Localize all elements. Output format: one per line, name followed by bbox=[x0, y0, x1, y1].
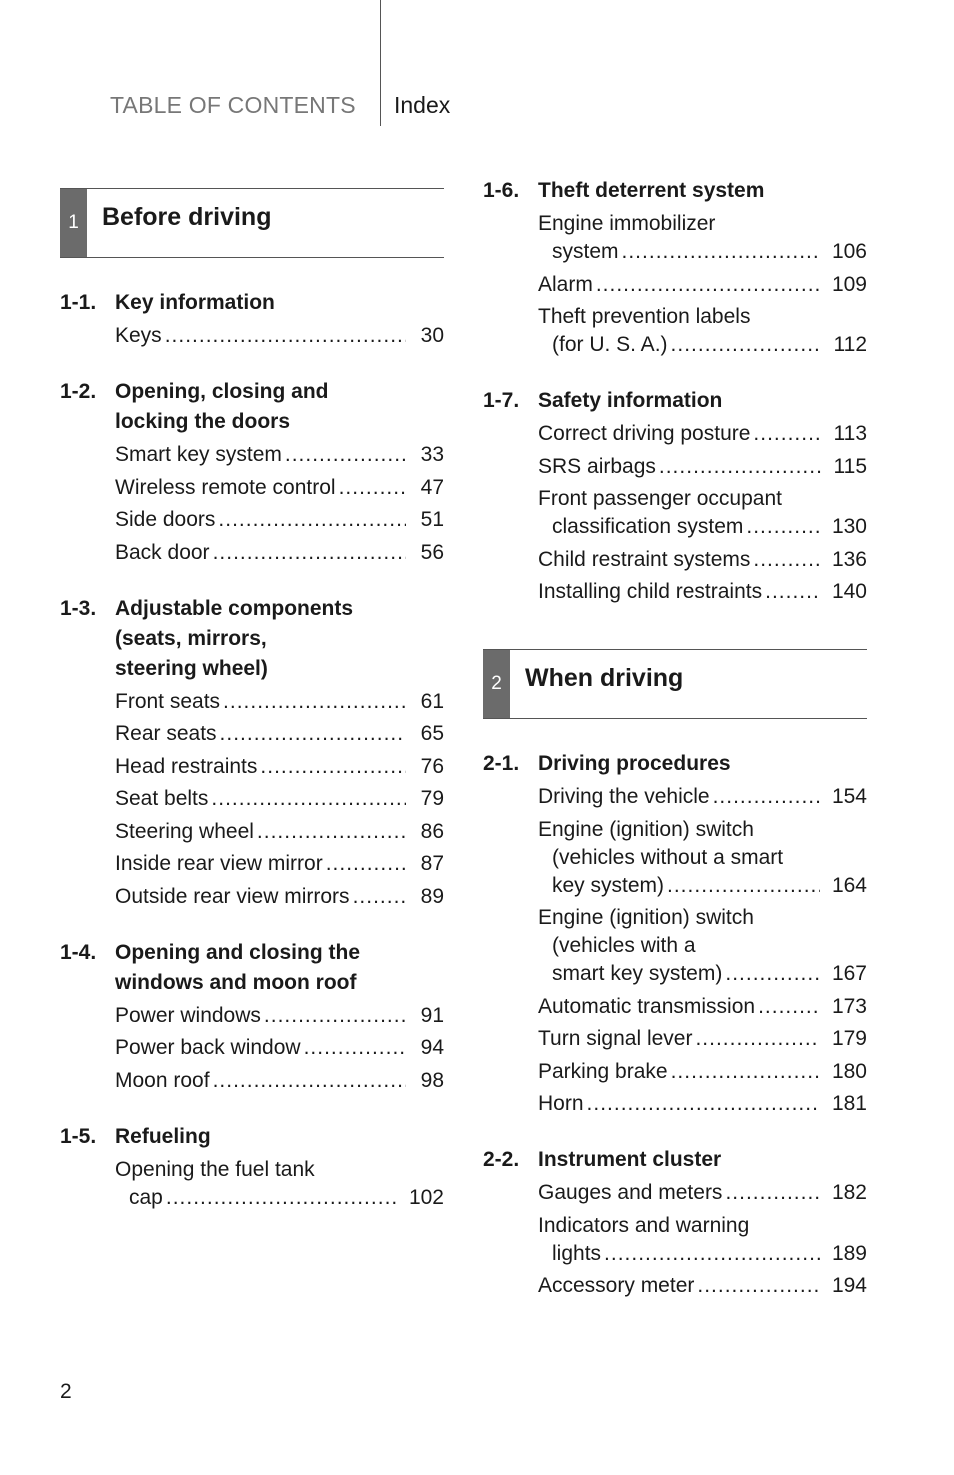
section-title-line: Safety information bbox=[538, 389, 723, 412]
entry-title: Smart key system bbox=[115, 443, 282, 466]
entry-page-number: 115 bbox=[833, 454, 867, 478]
section-number: 1-7. bbox=[483, 389, 520, 412]
dot-leader bbox=[213, 539, 406, 567]
toc-entry[interactable] bbox=[60, 720, 444, 748]
section-number: 1-2. bbox=[60, 380, 97, 403]
entry-row bbox=[115, 539, 444, 567]
entry-title: Alarm bbox=[538, 272, 593, 296]
entry-page-number: 167 bbox=[831, 962, 867, 985]
entry-title: Gauges and meters bbox=[538, 1181, 723, 1204]
dot-leader bbox=[758, 993, 820, 1021]
dot-leader bbox=[220, 720, 406, 748]
entry-page-number: 94 bbox=[420, 1036, 444, 1059]
entry-row bbox=[115, 322, 444, 350]
toc-entry[interactable] bbox=[60, 322, 444, 350]
toc-entry[interactable] bbox=[60, 753, 444, 781]
section-title-line: Adjustable components bbox=[115, 596, 354, 620]
chapter-title: Before driving bbox=[102, 203, 272, 231]
entry-row bbox=[538, 960, 867, 988]
page-number: 2 bbox=[60, 1380, 72, 1403]
toc-entry[interactable] bbox=[483, 816, 867, 900]
entry-page-number: 113 bbox=[833, 422, 867, 445]
entry-row bbox=[115, 753, 444, 781]
dot-leader bbox=[604, 1240, 820, 1268]
section-heading bbox=[60, 1122, 444, 1152]
entry-title: Seat belts bbox=[115, 787, 209, 810]
section-title-line: Opening, closing and bbox=[115, 380, 329, 403]
toc-column-right bbox=[483, 176, 867, 1327]
section-title-line: (seats, mirrors, bbox=[115, 626, 267, 650]
dot-leader bbox=[596, 271, 820, 299]
toc-section bbox=[60, 938, 444, 1095]
toc-entry[interactable] bbox=[60, 785, 444, 813]
entry-row bbox=[538, 513, 867, 541]
section-title-line: Theft deterrent system bbox=[538, 179, 765, 202]
entry-page-number: 181 bbox=[831, 1092, 867, 1115]
toc-entry[interactable] bbox=[483, 993, 867, 1021]
entry-title: Power windows bbox=[115, 1003, 261, 1027]
entry-page-number: 91 bbox=[420, 1003, 444, 1027]
toc-section bbox=[483, 176, 867, 359]
toc-entry[interactable] bbox=[483, 904, 867, 988]
dot-leader bbox=[671, 1058, 820, 1086]
dot-leader bbox=[746, 513, 820, 541]
tab-index[interactable]: Index bbox=[394, 92, 451, 118]
entry-row bbox=[538, 1090, 867, 1118]
entry-row bbox=[115, 850, 444, 878]
toc-section bbox=[60, 1122, 444, 1212]
toc-section bbox=[60, 377, 444, 567]
entry-title: Power back window bbox=[115, 1036, 301, 1059]
entry-page-number: 65 bbox=[420, 722, 444, 745]
toc-entry[interactable] bbox=[483, 578, 867, 606]
entry-text-line: (vehicles without a smart bbox=[552, 845, 784, 869]
entry-title: Child restraint systems bbox=[538, 547, 751, 571]
entry-page-number: 98 bbox=[420, 1068, 444, 1092]
entry-title: Rear seats bbox=[115, 722, 217, 745]
toc-entry[interactable] bbox=[483, 1212, 867, 1268]
entry-title: SRS airbags bbox=[538, 454, 656, 478]
dot-leader bbox=[213, 1067, 406, 1095]
dot-leader bbox=[326, 850, 406, 878]
dot-leader bbox=[285, 441, 406, 469]
toc-section bbox=[483, 749, 867, 1118]
toc-entry[interactable] bbox=[483, 485, 867, 541]
toc-section bbox=[483, 386, 867, 606]
entry-page-number: 56 bbox=[420, 540, 444, 564]
entry-row bbox=[538, 420, 867, 448]
entry-list bbox=[483, 783, 867, 1118]
entry-title: Front seats bbox=[115, 689, 221, 713]
entry-title: Steering wheel bbox=[115, 819, 254, 843]
dot-leader bbox=[667, 872, 820, 900]
dot-leader bbox=[260, 753, 406, 781]
toc-entry[interactable] bbox=[483, 783, 867, 811]
toc-entry[interactable] bbox=[60, 1156, 444, 1212]
toc-entry[interactable] bbox=[483, 1179, 867, 1207]
entry-title: Parking brake bbox=[538, 1059, 668, 1083]
entry-row bbox=[115, 688, 444, 716]
entry-title: Automatic transmission bbox=[538, 994, 756, 1018]
section-title-line: Opening and closing the bbox=[115, 940, 361, 964]
entry-list bbox=[60, 1156, 444, 1212]
toc-entry[interactable] bbox=[483, 210, 867, 266]
entry-page-number: 112 bbox=[833, 333, 867, 356]
entry-row bbox=[115, 1034, 444, 1062]
entry-text-line: Indicators and warning bbox=[538, 1213, 750, 1237]
entry-page-number: 61 bbox=[420, 689, 444, 713]
dot-leader bbox=[753, 546, 820, 574]
entry-list bbox=[483, 420, 867, 606]
section-number: 1-4. bbox=[60, 940, 97, 964]
toc-entry[interactable] bbox=[483, 1090, 867, 1118]
entry-page-number: 106 bbox=[831, 240, 867, 263]
entry-title: key system) bbox=[552, 873, 665, 897]
tab-table-of-contents[interactable]: TABLE OF CONTENTS bbox=[110, 92, 356, 118]
section-number: 1-6. bbox=[483, 179, 520, 202]
entry-list bbox=[483, 210, 867, 359]
toc-entry[interactable] bbox=[483, 303, 867, 359]
toc-entry[interactable] bbox=[60, 1034, 444, 1062]
entry-row bbox=[538, 1025, 867, 1053]
entry-list bbox=[483, 1179, 867, 1300]
entry-text-line: Front passenger occupant bbox=[538, 487, 782, 510]
chapter-number: 2 bbox=[483, 650, 510, 718]
dot-leader bbox=[671, 331, 822, 359]
section-title-line: steering wheel) bbox=[115, 656, 268, 680]
section-number: 1-3. bbox=[60, 596, 97, 620]
section-number: 1-5. bbox=[60, 1124, 97, 1148]
entry-row bbox=[538, 546, 867, 574]
section-title-line: Key information bbox=[115, 291, 275, 314]
chapter-title: When driving bbox=[525, 664, 684, 692]
section-number: 2-2. bbox=[483, 1148, 520, 1171]
entry-text-line: Engine (ignition) switch bbox=[538, 817, 754, 841]
entry-row bbox=[538, 331, 867, 359]
chapter-header bbox=[483, 649, 867, 719]
entry-text-line: (vehicles with a bbox=[552, 934, 696, 957]
entry-list bbox=[60, 688, 444, 911]
section-heading bbox=[60, 288, 444, 318]
entry-page-number: 189 bbox=[831, 1241, 867, 1265]
entry-page-number: 109 bbox=[831, 272, 867, 296]
section-heading bbox=[483, 749, 867, 779]
section-title-line: Instrument cluster bbox=[538, 1148, 722, 1171]
toc-entry[interactable] bbox=[483, 546, 867, 574]
entry-row bbox=[538, 453, 867, 481]
toc-entry[interactable] bbox=[483, 1272, 867, 1300]
entry-title: Side doors bbox=[115, 508, 216, 531]
toc-entry[interactable] bbox=[60, 1067, 444, 1095]
entry-row bbox=[115, 506, 444, 534]
entry-page-number: 173 bbox=[831, 994, 867, 1018]
entry-title: Outside rear view mirrors bbox=[115, 884, 350, 908]
entry-title: smart key system) bbox=[552, 962, 723, 985]
entry-row bbox=[538, 872, 867, 900]
toc-entry[interactable] bbox=[60, 506, 444, 534]
entry-page-number: 33 bbox=[420, 443, 444, 466]
entry-page-number: 179 bbox=[831, 1027, 867, 1050]
toc-entry[interactable] bbox=[483, 453, 867, 481]
dot-leader bbox=[725, 960, 820, 988]
entry-row bbox=[115, 785, 444, 813]
section-title-line: Refueling bbox=[115, 1124, 211, 1148]
toc-section bbox=[60, 594, 444, 911]
section-title-line: Driving procedures bbox=[538, 752, 731, 775]
dot-leader bbox=[223, 688, 406, 716]
entry-title: Correct driving posture bbox=[538, 422, 751, 445]
entry-page-number: 79 bbox=[420, 787, 444, 810]
entry-page-number: 76 bbox=[420, 754, 444, 778]
toc-entry[interactable] bbox=[60, 688, 444, 716]
dot-leader bbox=[587, 1090, 820, 1118]
entry-title: Horn bbox=[538, 1092, 584, 1115]
toc-entry[interactable] bbox=[483, 1058, 867, 1086]
entry-page-number: 154 bbox=[831, 785, 867, 808]
entry-text-line: Engine (ignition) switch bbox=[538, 906, 754, 929]
entry-title: Back door bbox=[115, 540, 210, 564]
dot-leader bbox=[725, 1179, 820, 1207]
entry-row bbox=[115, 474, 444, 502]
header-tabs bbox=[0, 0, 954, 130]
entry-title: cap bbox=[129, 1185, 163, 1209]
dot-leader bbox=[622, 238, 820, 266]
entry-text-line: Engine immobilizer bbox=[538, 212, 716, 235]
entry-list bbox=[60, 441, 444, 567]
entry-row bbox=[538, 993, 867, 1021]
entry-title: Wireless remote control bbox=[115, 475, 336, 499]
entry-row bbox=[538, 578, 867, 606]
entry-list bbox=[60, 322, 444, 350]
entry-title: (for U. S. A.) bbox=[552, 333, 668, 356]
section-title-line: windows and moon roof bbox=[115, 970, 357, 994]
toc-section bbox=[60, 288, 444, 350]
entry-page-number: 182 bbox=[831, 1181, 867, 1204]
dot-leader bbox=[765, 578, 820, 606]
entry-title: Driving the vehicle bbox=[538, 785, 710, 808]
entry-row bbox=[538, 783, 867, 811]
entry-page-number: 140 bbox=[831, 580, 867, 603]
section-title-line: locking the doors bbox=[115, 410, 291, 433]
toc-entry[interactable] bbox=[60, 818, 444, 846]
section-heading bbox=[483, 386, 867, 416]
entry-title: Inside rear view mirror bbox=[115, 852, 323, 875]
dot-leader bbox=[211, 785, 406, 813]
entry-text-line: Opening the fuel tank bbox=[115, 1157, 315, 1181]
tab-divider bbox=[380, 0, 381, 126]
entry-row bbox=[538, 271, 867, 299]
entry-page-number: 180 bbox=[831, 1059, 867, 1083]
toc-entry[interactable] bbox=[483, 1025, 867, 1053]
toc-entry[interactable] bbox=[60, 850, 444, 878]
entry-row bbox=[538, 1179, 867, 1207]
entry-row bbox=[115, 818, 444, 846]
section-number: 1-1. bbox=[60, 291, 97, 314]
dot-leader bbox=[165, 322, 406, 350]
chapter-header bbox=[60, 188, 444, 258]
entry-title: Keys bbox=[115, 324, 162, 347]
toc-entry[interactable] bbox=[483, 271, 867, 299]
dot-leader bbox=[166, 1184, 397, 1212]
section-heading bbox=[483, 1145, 867, 1175]
entry-title: lights bbox=[552, 1241, 602, 1265]
toc-entry[interactable] bbox=[60, 1002, 444, 1030]
dot-leader bbox=[257, 818, 406, 846]
entry-page-number: 87 bbox=[420, 852, 444, 875]
toc-column-left bbox=[60, 188, 444, 1239]
entry-page-number: 89 bbox=[420, 884, 444, 908]
entry-row bbox=[538, 1272, 867, 1300]
chapter-number: 1 bbox=[60, 189, 87, 257]
dot-leader bbox=[697, 1272, 820, 1300]
entry-page-number: 47 bbox=[420, 475, 444, 499]
section-heading bbox=[483, 176, 867, 206]
toc-entry[interactable] bbox=[483, 420, 867, 448]
toc-entry[interactable] bbox=[60, 539, 444, 567]
entry-page-number: 136 bbox=[831, 547, 867, 571]
entry-title: classification system bbox=[552, 515, 744, 538]
dot-leader bbox=[659, 453, 822, 481]
entry-row bbox=[538, 1240, 867, 1268]
toc-section bbox=[483, 1145, 867, 1300]
chapter-spacer bbox=[483, 633, 867, 649]
entry-page-number: 164 bbox=[831, 873, 867, 897]
entry-title: Turn signal lever bbox=[538, 1027, 693, 1050]
entry-page-number: 130 bbox=[831, 515, 867, 538]
entry-title: Moon roof bbox=[115, 1068, 210, 1092]
entry-page-number: 30 bbox=[420, 324, 444, 347]
toc-entry[interactable] bbox=[60, 474, 444, 502]
entry-row bbox=[538, 1058, 867, 1086]
dot-leader bbox=[353, 883, 406, 911]
dot-leader bbox=[695, 1025, 819, 1053]
entry-title: system bbox=[552, 240, 619, 263]
entry-title: Head restraints bbox=[115, 754, 258, 778]
toc-entry[interactable] bbox=[60, 883, 444, 911]
entry-row bbox=[115, 1002, 444, 1030]
entry-page-number: 194 bbox=[831, 1274, 867, 1297]
entry-text-line: Theft prevention labels bbox=[538, 305, 751, 328]
entry-row bbox=[115, 720, 444, 748]
entry-page-number: 86 bbox=[420, 819, 444, 843]
toc-entry[interactable] bbox=[60, 441, 444, 469]
dot-leader bbox=[339, 474, 406, 502]
entry-row bbox=[115, 883, 444, 911]
section-heading bbox=[60, 377, 444, 437]
entry-title: Accessory meter bbox=[538, 1274, 695, 1297]
entry-row bbox=[538, 238, 867, 266]
section-heading bbox=[60, 594, 444, 684]
dot-leader bbox=[218, 506, 406, 534]
entry-list bbox=[60, 1002, 444, 1095]
dot-leader bbox=[264, 1002, 406, 1030]
entry-title: Installing child restraints bbox=[538, 580, 763, 603]
entry-page-number: 102 bbox=[408, 1185, 444, 1209]
entry-page-number: 51 bbox=[420, 508, 444, 531]
section-number: 2-1. bbox=[483, 752, 520, 775]
entry-row bbox=[115, 1067, 444, 1095]
entry-row bbox=[115, 441, 444, 469]
dot-leader bbox=[753, 420, 821, 448]
section-heading bbox=[60, 938, 444, 998]
entry-row bbox=[115, 1184, 444, 1212]
dot-leader bbox=[713, 783, 820, 811]
dot-leader bbox=[304, 1034, 406, 1062]
